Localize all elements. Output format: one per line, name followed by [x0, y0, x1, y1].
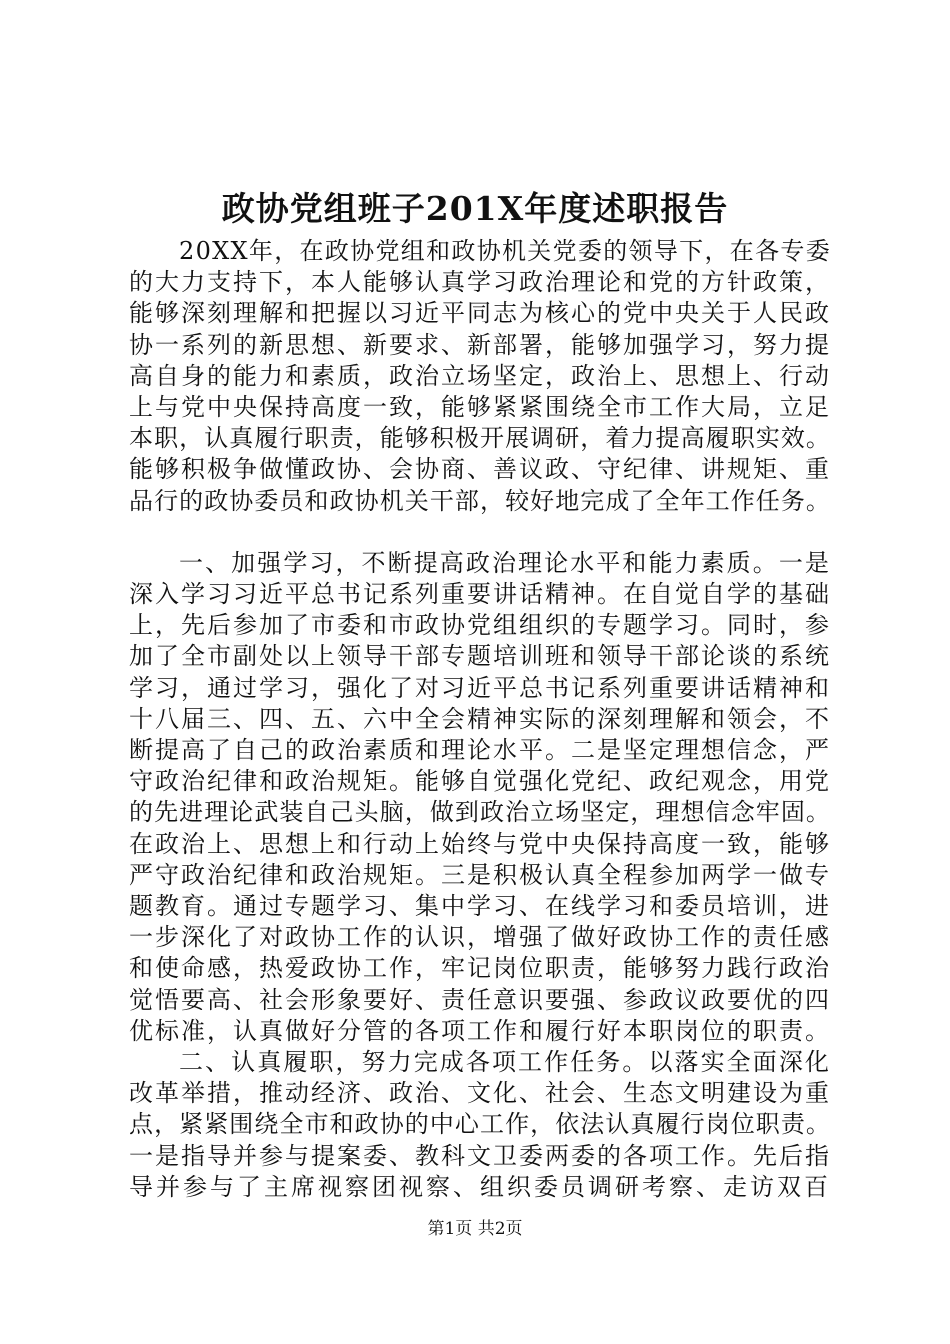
paragraph-3: [129, 1047, 831, 1203]
text-line: 题教育。通过专题学习、集中学习、在线学习和委员培训，进: [129, 892, 831, 921]
text-line: 严守政治纪律和政治规矩。三是积极认真全程参加两学一做专: [129, 860, 831, 889]
text-line: 守政治纪律和政治规矩。能够自觉强化党纪、政纪观念，用党: [129, 767, 831, 796]
text-line: 加了全市副处以上领导干部专题培训班和领导干部论谈的系统: [129, 642, 831, 671]
document-body: [129, 236, 831, 1203]
text-line: 导并参与了主席视察团视察、组织委员调研考察、走访双百: [129, 1172, 831, 1201]
text-line: 协一系列的新思想、新要求、新部署，能够加强学习，努力提: [129, 330, 831, 359]
text-line: 在政治上、思想上和行动上始终与党中央保持高度一致，能够: [129, 829, 831, 858]
text-line: 20XX年，在政协党组和政协机关党委的领导下，在各专委: [179, 237, 831, 265]
text-line: 十八届三、四、五、六中全会精神实际的深刻理解和领会，不: [129, 704, 831, 733]
text-line: 一是指导并参与提案委、教科文卫委两委的各项工作。先后指: [129, 1141, 831, 1170]
text-line: 二、认真履职，努力完成各项工作任务。以落实全面深化: [179, 1048, 831, 1077]
text-line: 点，紧紧围绕全市和政协的中心工作，依法认真履行岗位职责。: [129, 1110, 831, 1139]
text-line: 一步深化了对政协工作的认识，增强了做好政协工作的责任感: [129, 923, 831, 952]
text-line: 高自身的能力和素质，政治立场坚定，政治上、思想上、行动: [129, 361, 831, 390]
text-line: 能够积极争做懂政协、会协商、善议政、守纪律、讲规矩、重: [129, 455, 831, 484]
text-line: 一、加强学习，不断提高政治理论水平和能力素质。一是: [179, 548, 831, 577]
text-line: 本职，认真履行职责，能够积极开展调研，着力提高履职实效。: [129, 424, 831, 453]
paragraph-spacer: [129, 517, 831, 548]
text-line: 和使命感，热爱政协工作，牢记岗位职责，能够努力践行政治: [129, 954, 831, 983]
text-line: 品行的政协委员和政协机关干部，较好地完成了全年工作任务。: [129, 486, 831, 515]
text-line: 改革举措，推动经济、政治、文化、社会、生态文明建设为重: [129, 1079, 831, 1108]
paragraph-2: [129, 548, 831, 1047]
text-line: 的大力支持下，本人能够认真学习政治理论和党的方针政策，: [129, 268, 831, 297]
text-line: 学习，通过学习，强化了对习近平总书记系列重要讲话精神和: [129, 673, 831, 702]
text-line: 能够深刻理解和把握以习近平同志为核心的党中央关于人民政: [129, 299, 831, 328]
text-line: 的先进理论武装自己头脑，做到政治立场坚定，理想信念牢固。: [129, 798, 831, 827]
text-line: 优标准，认真做好分管的各项工作和履行好本职岗位的职责。: [129, 1016, 831, 1045]
document-title: 政协党组班子201X年度述职报告: [221, 189, 729, 228]
paragraph-1: [129, 236, 831, 517]
text-line: 上，先后参加了市委和市政协党组组织的专题学习。同时，参: [129, 611, 831, 640]
page-number-footer: 第1页 共2页: [427, 1219, 523, 1239]
text-line: 断提高了自己的政治素质和理论水平。二是坚定理想信念，严: [129, 736, 831, 765]
text-line: 觉悟要高、社会形象要好、责任意识要强、参政议政要优的四: [129, 985, 831, 1014]
text-line: 上与党中央保持高度一致，能够紧紧围绕全市工作大局，立足: [129, 393, 831, 422]
text-line: 深入学习习近平总书记系列重要讲话精神。在自觉自学的基础: [129, 580, 831, 609]
